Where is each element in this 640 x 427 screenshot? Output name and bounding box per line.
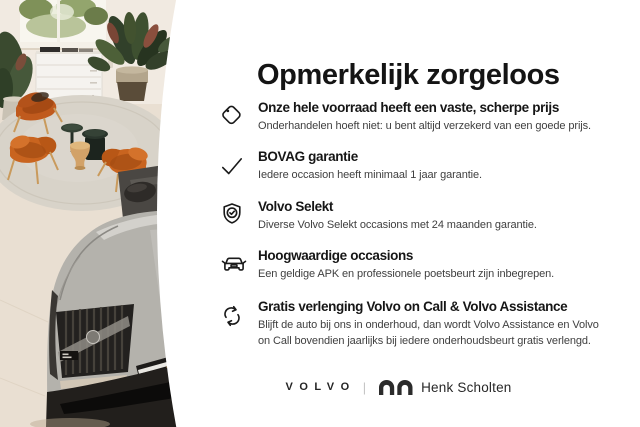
page-title: Opmerkelijk zorgeloos bbox=[257, 59, 560, 92]
usp-heading: Hoogwaardige occasions bbox=[258, 248, 414, 263]
divider-bar: | bbox=[362, 379, 367, 395]
usp-text: Een geldige APK en professionele poetsbeurt zijn inbegrepen. bbox=[258, 268, 555, 280]
price-tag-icon bbox=[219, 102, 245, 135]
usp-text bbox=[258, 318, 599, 349]
usp-row-bovag bbox=[219, 149, 640, 184]
check-icon bbox=[219, 156, 245, 184]
usp-text-line: Blijft de auto bij ons in onderhoud, dan wordt Volvo Assistance en Volvo bbox=[258, 319, 599, 331]
usp-heading: Volvo Selekt bbox=[258, 199, 334, 214]
usp-text: Diverse Volvo Selekt occasions met 24 maanden garantie. bbox=[258, 219, 537, 231]
usp-heading: Onze hele voorraad heeft een vaste, scherpe prijs bbox=[258, 100, 559, 115]
dealer-logo bbox=[379, 380, 511, 395]
usp-text-line: on Call bovendien jaarlijks bij iedere onderhoudsbeurt gratis verlengd. bbox=[258, 334, 591, 347]
sync-arrows-icon bbox=[219, 303, 245, 349]
usp-text: Onderhandelen hoeft niet: u bent altijd verzekerd van een goede prijs. bbox=[258, 120, 592, 132]
usp-row-volvo-selekt bbox=[219, 199, 640, 234]
usp-row-quality bbox=[219, 248, 640, 283]
usp-row-free-extension bbox=[219, 299, 640, 349]
usp-row-fixed-price bbox=[219, 100, 640, 135]
car-icon bbox=[219, 251, 245, 283]
footer-logos bbox=[157, 377, 640, 397]
usp-heading: BOVAG garantie bbox=[258, 149, 358, 164]
usp-text: Iedere occasion heeft minimaal 1 jaar garantie. bbox=[258, 169, 482, 181]
volvo-wordmark: VOLVO bbox=[285, 381, 356, 393]
henk-scholten-arches-icon bbox=[379, 380, 413, 395]
shield-check-icon bbox=[219, 201, 245, 234]
dealer-name: Henk Scholten bbox=[421, 379, 512, 395]
usp-heading: Gratis verlenging Volvo on Call & Volvo Assistance bbox=[258, 299, 568, 314]
